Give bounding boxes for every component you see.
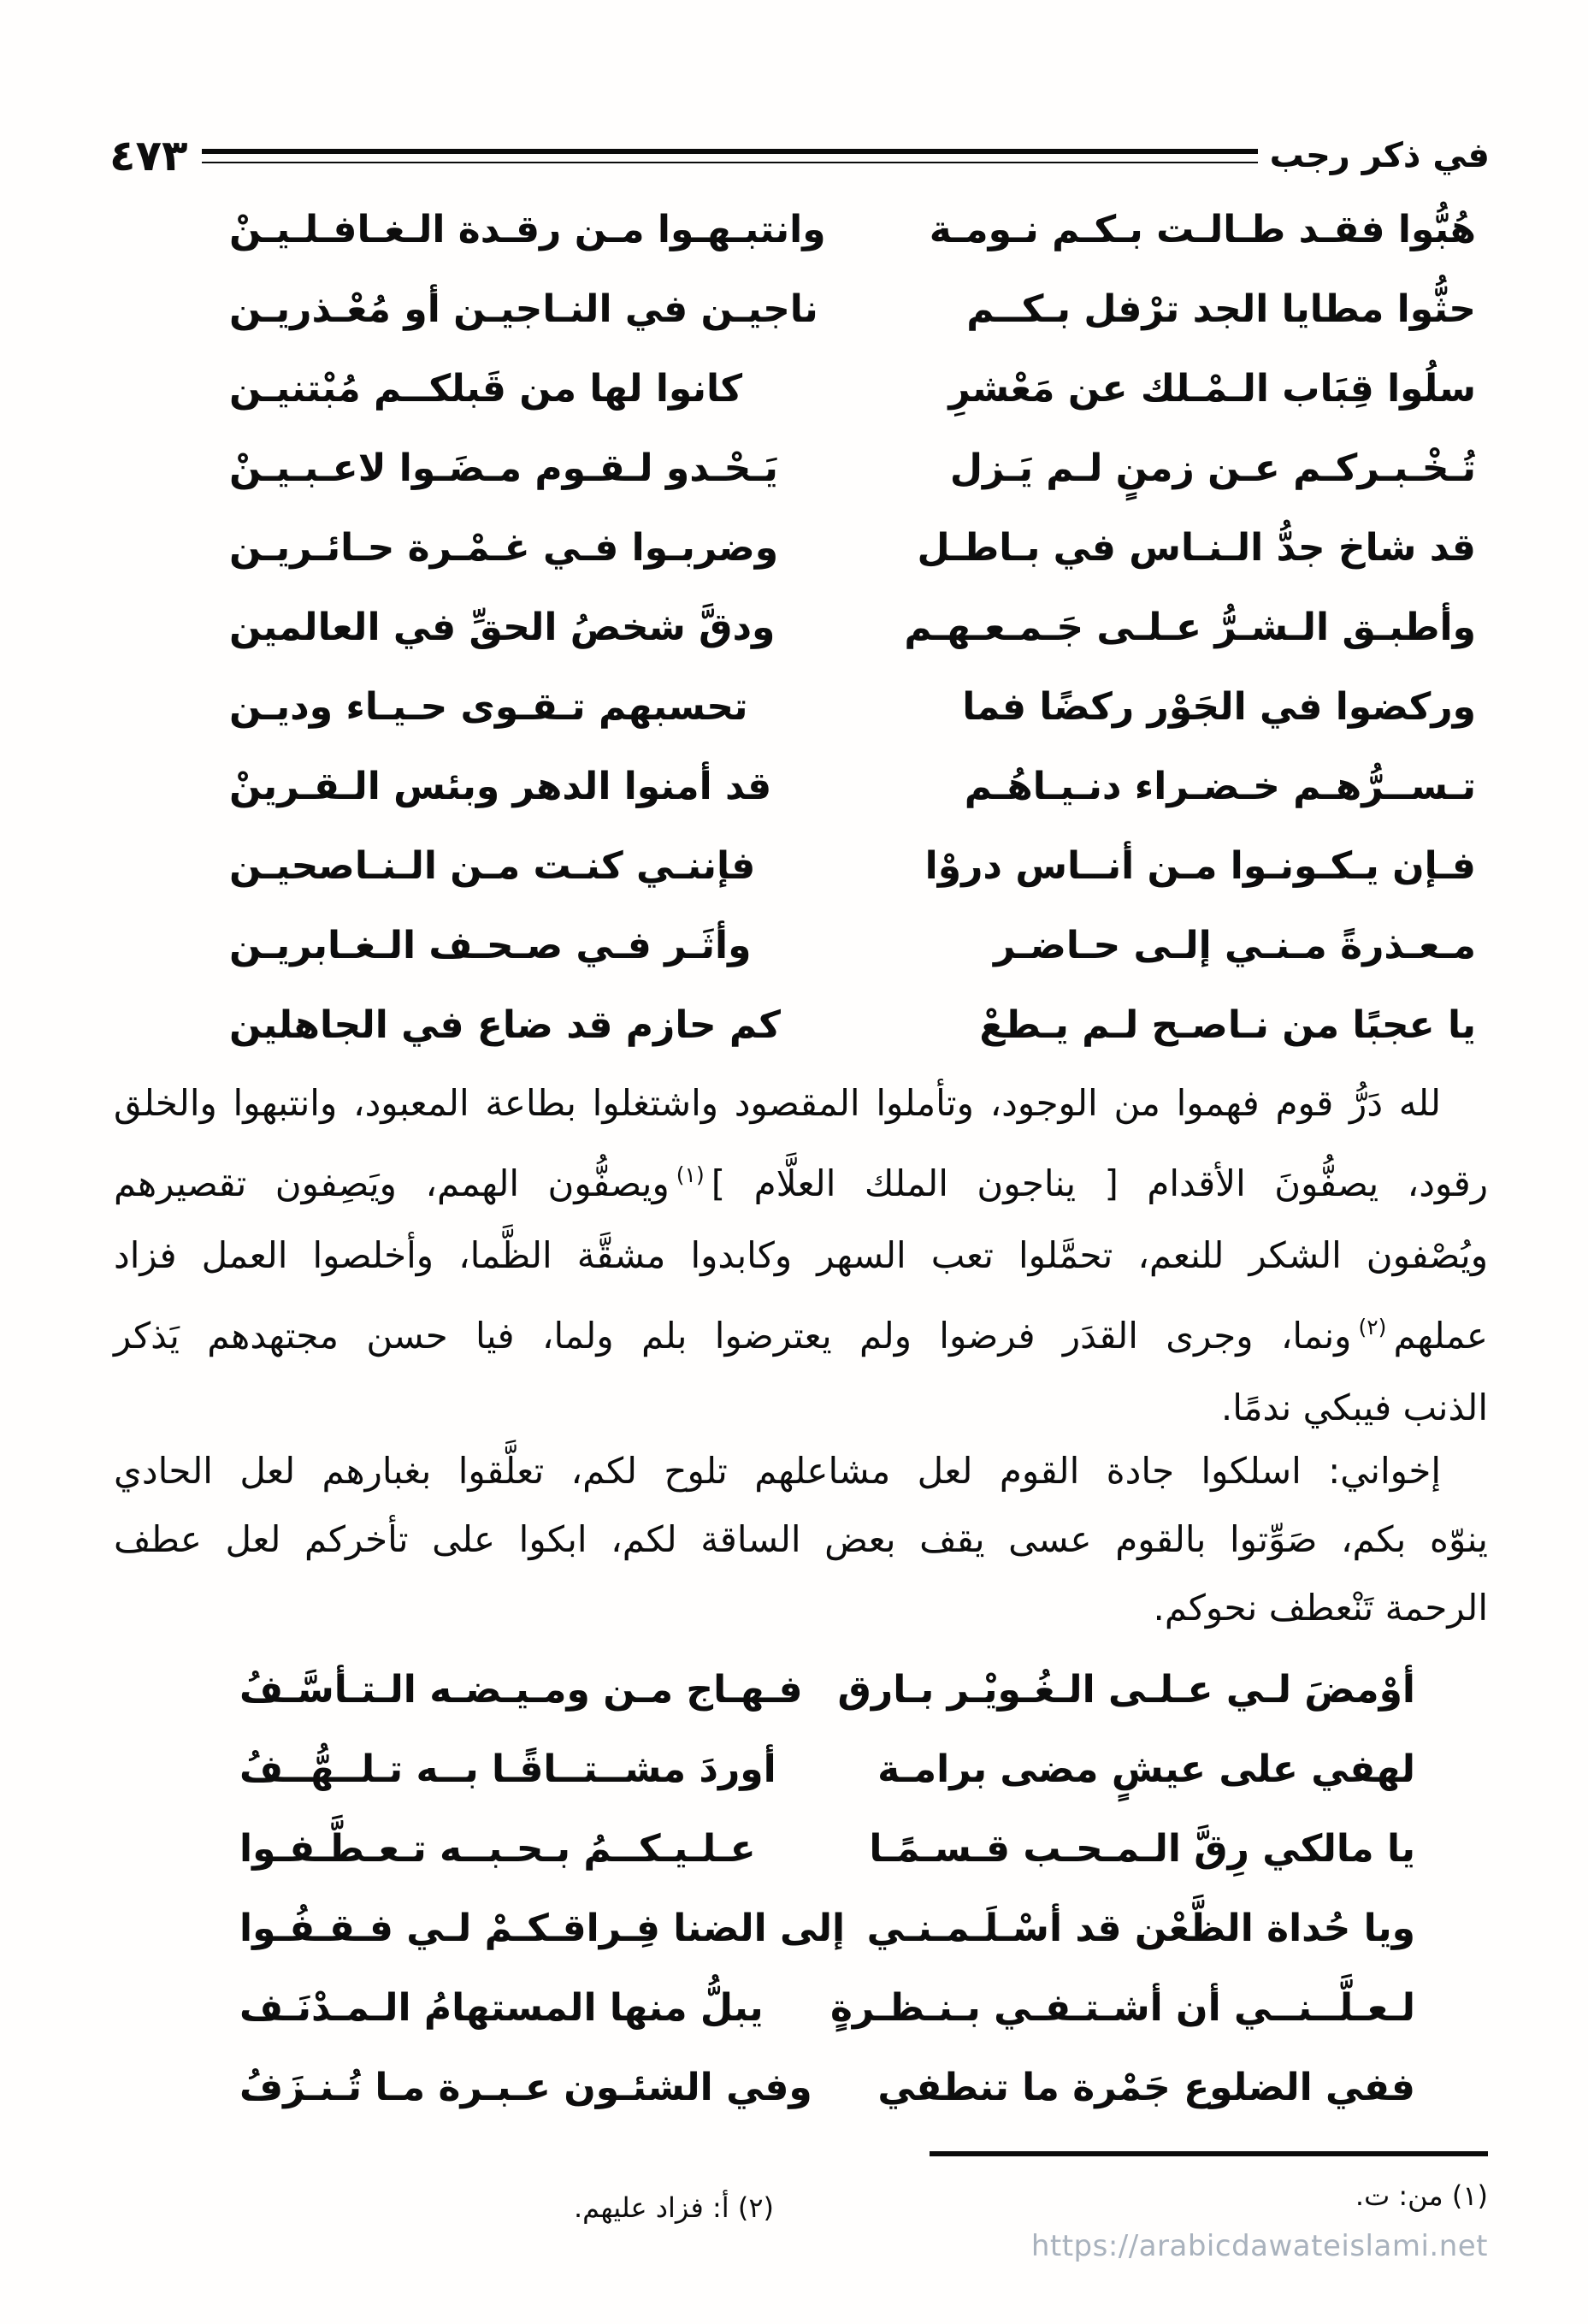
verse-row [229, 269, 1476, 349]
hemistich-left: عـلـيـكــمُ بـحـبــه تـعـطَّـفـوا [239, 1826, 756, 1871]
verse-row [229, 826, 1476, 906]
hemistich-right: ففي الضلوع جَمْرة ما تنطفي [877, 2065, 1415, 2109]
hemistich-right: تـســرُّهـم خـضـراء دنـيـاهُـم [964, 764, 1476, 808]
poem-section-1 [111, 190, 1488, 1065]
prose-line: ينوّه بكم، صَوِّتوا بالقوم عسى يقف بعض الساقة لكم، ابكوا على تأخركم لعل عطف [114, 1518, 1488, 1560]
prose-line: ويُصْفون الشكر للنعم، تحمَّلوا تعب السهر وكابدوا مشقَّة الظَّما، وأخلصوا العمل فزاد [114, 1234, 1488, 1276]
verse-row [229, 429, 1476, 508]
prose-line: الرحمة تَنْعطف نحوكم. [1153, 1587, 1488, 1629]
hemistich-left: وضربـوا فـي غـمْـرة حـائـريـن [229, 525, 779, 570]
verse-row [239, 1889, 1415, 1968]
prose-text: ويصفُّون الهمم، ويَصِفون تقصيرهم [114, 1162, 670, 1204]
footnote-1: (١) من: ت. [1355, 2179, 1488, 2212]
page-header [109, 130, 1490, 181]
hemistich-right: وأطبـق الـشـرُّ عـلـى جَـمـعـهـم [904, 605, 1476, 649]
watermark-url: https://arabicdawateislami.net [1030, 2229, 1488, 2263]
hemistich-right: يا عجبًا من نـاصـح لـم يـطعْ [979, 1002, 1476, 1047]
hemistich-right: هُبُّوا فقـد طـالـت بـكـم نـومـة [929, 207, 1476, 251]
hemistich-left: فإننـي كنـت مـن الـنـاصحيـن [229, 843, 756, 888]
prose-line: إخواني: اسلكوا جادة القوم لعل مشاعلهم تلوح لكم، تعلَّقوا بغبارهم لعل الحادي [114, 1450, 1441, 1492]
hemistich-right: أوْمضَ لـي عـلـى الـغُـويْـر بـارق [837, 1667, 1415, 1712]
hemistich-left: يبلُّ منها المستهامُ الـمـدْنَـف [239, 1985, 764, 2030]
chapter-title: في ذكر رجب [1269, 136, 1490, 175]
page-number: ٤٧٣ [109, 131, 188, 180]
footnote-separator [930, 2151, 1488, 2156]
hemistich-right: سلُوا قِبَاب الـمْـلك عن مَعْشرِ [948, 366, 1476, 411]
hemistich-right: ويا حُداة الظَّعْن قد أسْـلَـمـنـي [866, 1906, 1415, 1950]
footnote-marker-1: (١) [676, 1162, 705, 1187]
verse-row [239, 1650, 1415, 1730]
verse-row [239, 1968, 1415, 2048]
prose-text: عملهم [1393, 1315, 1488, 1357]
hemistich-left: ناجيـن في النـاجيـن أو مُعْـذريـن [229, 287, 818, 331]
verse-row [229, 508, 1476, 588]
hemistich-right: حثُّوا مطايا الجد ترْفل بـكــم [966, 287, 1476, 331]
hemistich-right: فـإن يـكـونـوا مـن أنــاس دروْا [924, 843, 1476, 888]
hemistich-left: كانوا لها من قَبلكــم مُبْتنيـن [229, 366, 743, 411]
hemistich-left: كم حازم قد ضاع في الجاهلين [229, 1002, 782, 1047]
prose-paragraph-2 [114, 1437, 1488, 1642]
hemistich-right: مـعـذرةً مـنـي إلـى حـاضـر [994, 923, 1476, 967]
hemistich-left: تحسبهم تـقـوى حـيـاء وديـن [229, 684, 748, 729]
verse-row [229, 747, 1476, 826]
verse-row [229, 588, 1476, 667]
footnote-2: (٢) أ: فزاد عليهم. [574, 2191, 774, 2224]
hemistich-right: قد شاخ جدُّ الـنـاس في بـاطـل [917, 525, 1476, 570]
hemistich-left: يَـحْـدو لـقـوم مـضَـوا لاعـبـيـنْ [229, 446, 778, 490]
hemistich-left: فـهـاج مـن ومـيـضـه الـتـأسَّـفُ [239, 1667, 803, 1712]
prose-line [114, 1139, 1488, 1220]
verse-row [239, 1730, 1415, 1809]
hemistich-left: وانتبـهـوا مـن رقـدة الـغـافـلـيـنْ [229, 207, 826, 251]
hemistich-left: ودقَّ شخصُ الحقِّ في العالمين [229, 605, 776, 649]
footnote-marker-2: (٢) [1358, 1315, 1387, 1339]
hemistich-left: وفي الشئـون عـبـرة مـا تُـنـزَفُ [239, 2065, 812, 2109]
prose-text: رقود، يصفُّونَ الأقدام [ يناجون الملك العلَّام ] [711, 1162, 1488, 1204]
header-rule [202, 149, 1258, 163]
prose-text: ونما، وجرى القدَر فرضوا ولم يعترضوا بلم ولما، فيا حسن مجتهدهم يَذكر [114, 1315, 1352, 1357]
prose-line: لله دَرُّ قوم فهموا من الوجود، وتأملوا المقصود واشتغلوا بطاعة المعبود، وانتبهوا والخلق [114, 1082, 1441, 1124]
verse-row [229, 349, 1476, 429]
poem-section-2 [111, 1650, 1488, 2127]
prose-line: الذنب فيبكي ندمًا. [1220, 1387, 1488, 1428]
prose-line [114, 1292, 1488, 1372]
verse-row [229, 190, 1476, 269]
hemistich-left: وأثَـر فـي صـحـف الـغـابريـن [229, 923, 752, 967]
hemistich-right: يا مالكي رِقَّ الـمـحـب قـسـمًـا [869, 1826, 1415, 1871]
prose-paragraph-1 [114, 1067, 1488, 1444]
verse-row [239, 2048, 1415, 2127]
verse-row [239, 1809, 1415, 1889]
hemistich-right: تُـخْـبـركـم عـن زمنٍ لـم يَـزل [949, 446, 1476, 490]
hemistich-right: لهفي على عيشٍ مضى برامـة [877, 1747, 1415, 1791]
hemistich-right: لـعـلَّــنــي أن أشـتـفـي بـنـظـرةٍ [829, 1985, 1415, 2030]
verse-row [229, 667, 1476, 747]
verse-row [229, 985, 1476, 1065]
hemistich-left: أوردَ مشــتــاقًـا بــه تـلــهُّــفُ [239, 1747, 776, 1791]
verse-row [229, 906, 1476, 985]
hemistich-left: قد أمنوا الدهر وبئس الـقـرينْ [229, 764, 772, 808]
hemistich-left: إلى الضنا فِـراقـكـمْ لـي فـقـفُـوا [239, 1906, 846, 1950]
hemistich-right: وركضوا في الجَوْر ركضًا فما [962, 684, 1476, 729]
